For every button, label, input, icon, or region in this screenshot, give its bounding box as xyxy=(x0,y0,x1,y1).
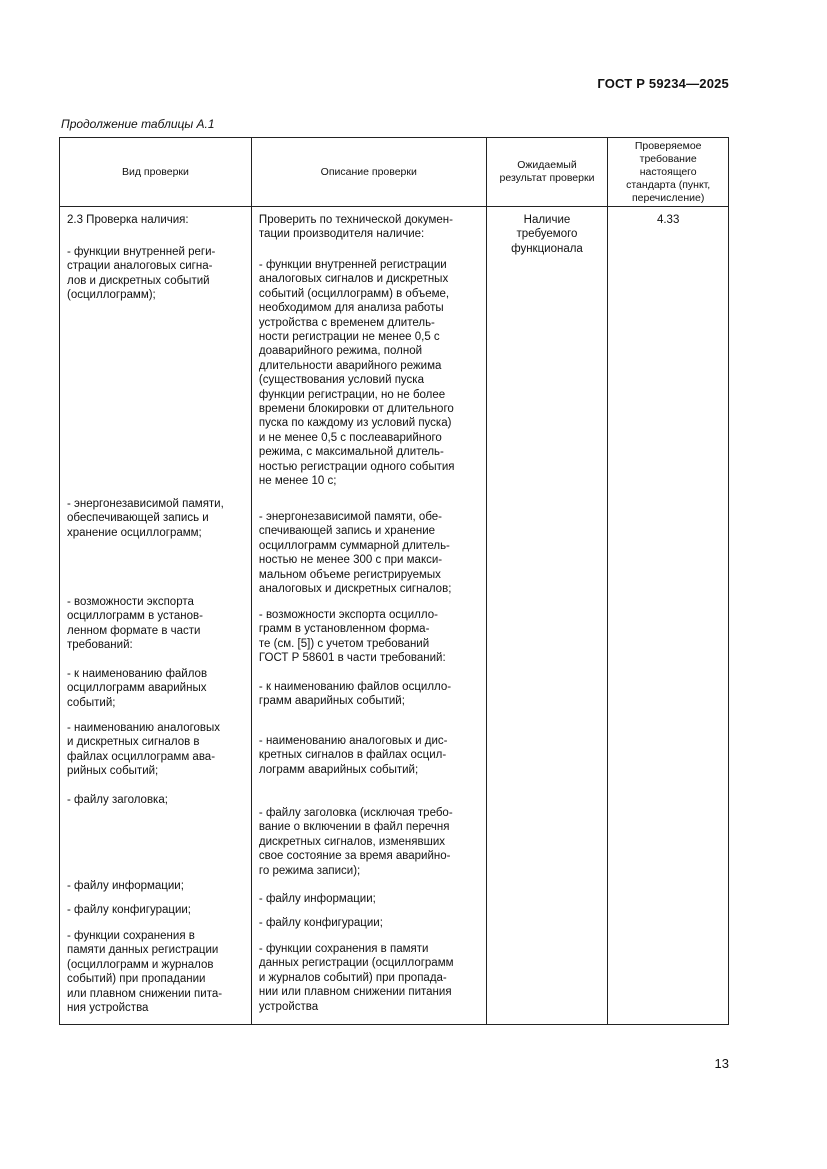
check-type-item: - к наименованию файлов осциллограмм аварийных событий; xyxy=(67,668,208,709)
expected-result-cell xyxy=(486,207,608,1025)
check-type-item: - функции внутренней реги- страции аналоговых сигна- лов и дискретных событий (осциллограмм); xyxy=(67,246,216,302)
page-number: 13 xyxy=(714,1056,729,1071)
column-header-description: Описание проверки xyxy=(251,138,486,207)
description-item: Проверить по технической докумен- тации производителя наличие: xyxy=(258,214,453,241)
table-caption: Продолжение таблицы А.1 xyxy=(61,117,215,131)
table-row xyxy=(60,207,729,1025)
description-item: - энергонезависимой памяти, обе- спечивающей запись и хранение осциллограмм суммарной длитель- ностью не менее 300 с при макси- мальном объеме регистрируемых аналоговых и дискретных сигналов; xyxy=(258,511,452,596)
check-type-item: - энергонезависимой памяти, обеспечивающей запись и хранение осциллограмм; xyxy=(67,498,224,539)
description-item: - возможности экспорта осцилло- грамм в установленном форма- те (см. [5]) с учетом требований ГОСТ Р 58601 в части требований: xyxy=(258,609,446,665)
column-header-expected-result: Ожидаемый результат проверки xyxy=(486,138,608,207)
check-type-item: - файлу заголовка; xyxy=(67,794,168,806)
expected-result-text: Наличие требуемого функционала xyxy=(511,214,583,255)
check-type-item: 2.3 Проверка наличия: xyxy=(67,214,189,226)
check-type-cell xyxy=(60,207,252,1025)
check-type-item: - файлу информации; xyxy=(67,880,184,892)
table-header-row xyxy=(60,138,729,207)
requirement-cell xyxy=(608,207,729,1025)
requirement-clause: 4.33 xyxy=(656,214,680,226)
description-item: - функции сохранения в памяти данных регистрации (осциллограмм и журналов событий) при пропада- нии или плавном снижении питания устройства xyxy=(258,943,454,1013)
description-item: - функции внутренней регистрации аналоговых сигналов и дискретных событий (осциллограмм) в объеме, необходимом для анализа работы устройства с временем длитель- ности регистрации не менее 0,5 с доаварийного режима, полной длительности аварийного режима (существования условий пуска функции регистрации, но не более времени блокировки от длительного пуска по каждому из условий пуска) и не менее 0,5 с послеаварийного режима, с максимальной длитель- ностью регистрации одного события не менее 10 с; xyxy=(258,259,455,488)
check-type-item: - наименованию аналоговых и дискретных сигналов в файлах осциллограмм ава- рийных событий; xyxy=(67,722,221,778)
check-type-item: - файлу конфигурации; xyxy=(67,904,191,916)
description-item: - наименованию аналоговых и дис- кретных сигналов в файлах осцил- лограмм аварийных событий; xyxy=(258,735,448,776)
requirements-table xyxy=(59,137,729,1025)
check-type-item: - функции сохранения в памяти данных регистрации (осциллограмм и журналов событий) при пропадании или плавном снижении пита- ния устройства xyxy=(67,930,223,1015)
description-item: - файлу информации; xyxy=(258,893,376,905)
description-item: - к наименованию файлов осцилло- грамм аварийных событий; xyxy=(258,681,452,708)
description-item: - файлу конфигурации; xyxy=(258,917,383,929)
column-header-requirement: Проверяемое требование настоящего стандарта (пункт, перечисление) xyxy=(608,138,729,207)
check-type-item: - возможности экспорта осциллограмм в установ- ленном формате в части требований: xyxy=(67,596,203,652)
document-standard-number: ГОСТ Р 59234—2025 xyxy=(597,76,729,91)
description-cell xyxy=(251,207,486,1025)
description-item: - файлу заголовка (исключая требо- вание о включении в файл перечня дискретных сигналов, изменявших свое состояние за время аварийно- го режима записи); xyxy=(258,807,453,877)
column-header-check-type: Вид проверки xyxy=(60,138,252,207)
